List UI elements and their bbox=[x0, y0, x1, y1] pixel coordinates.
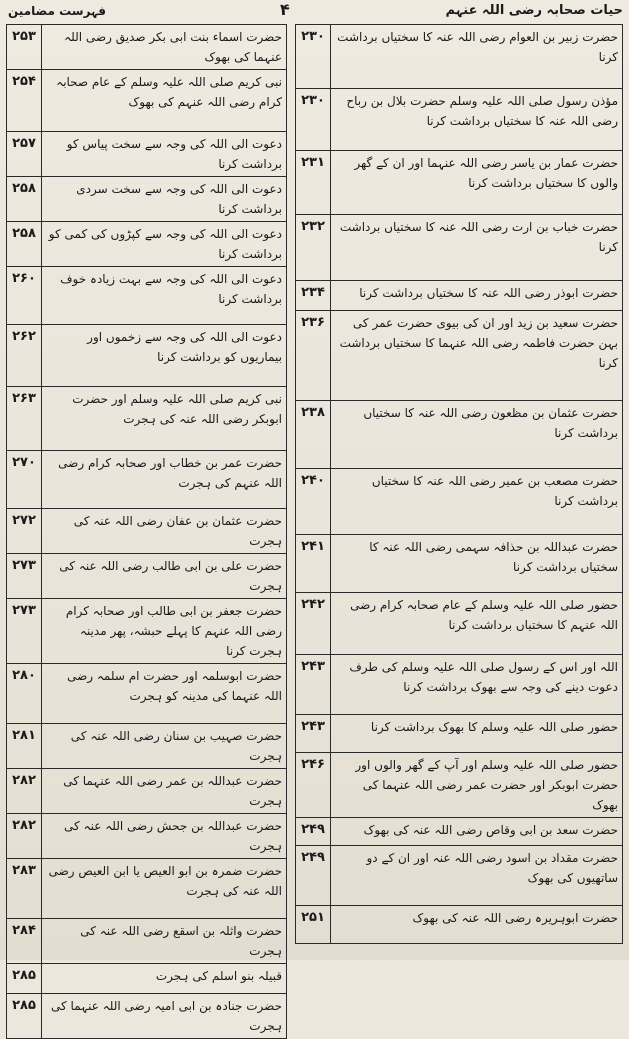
toc-entry-title: حضرت زبیر بن العوام رضی اللہ عنہ کا سختیاں برداشت کرنا bbox=[331, 25, 623, 89]
toc-entry-page: ۲۸۰ bbox=[7, 664, 42, 724]
toc-entry-page: ۲۴۹ bbox=[296, 846, 331, 906]
toc-entry-page: ۲۴۳ bbox=[296, 715, 331, 753]
toc-entry-page: ۲۸۵ bbox=[7, 994, 42, 1039]
toc-entry bbox=[7, 769, 287, 814]
toc-entry bbox=[7, 387, 287, 451]
toc-entry-page: ۲۷۳ bbox=[7, 554, 42, 599]
toc-entry-title: حضرت جنادہ بن ابی امیہ رضی اللہ عنہما کی ہجرت bbox=[42, 994, 287, 1039]
toc-entry-title: حضرت ابوسلمہ اور حضرت ام سلمہ رضی اللہ عنہما کی مدینہ کو ہجرت bbox=[42, 664, 287, 724]
toc-entry bbox=[7, 964, 287, 994]
toc-entry bbox=[7, 724, 287, 769]
toc-entry-title: اللہ اور اس کے رسول صلی اللہ علیہ وسلم کی طرف دعوت دینے کی وجہ سے بھوک برداشت کرنا bbox=[331, 655, 623, 715]
toc-entry-page: ۲۵۱ bbox=[296, 906, 331, 944]
toc-entry bbox=[7, 451, 287, 509]
toc-entry-title: حضور صلی اللہ علیہ وسلم اور آپ کے گھر والوں اور حضرت ابوبکر اور حضرت عمر رضی اللہ عنہما کی بھوک bbox=[331, 753, 623, 818]
toc-entry-title: حضرت جعفر بن ابی طالب اور صحابہ کرام رضی اللہ عنہم کا پہلے حبشہ، پھر مدینہ ہجرت کرنا bbox=[42, 599, 287, 664]
toc-entry-title: حضرت عبداللہ بن عمر رضی اللہ عنہما کی ہجرت bbox=[42, 769, 287, 814]
toc-entry-page: ۲۷۳ bbox=[7, 599, 42, 664]
toc-entry-page: ۲۸۱ bbox=[7, 724, 42, 769]
toc-entry bbox=[7, 814, 287, 859]
toc-entry bbox=[296, 535, 623, 593]
toc-entry-title: دعوت الی اللہ کی وجہ سے سخت سردی برداشت کرنا bbox=[42, 177, 287, 222]
toc-entry bbox=[7, 859, 287, 919]
toc-entry bbox=[296, 818, 623, 846]
toc-entry-page: ۲۸۴ bbox=[7, 919, 42, 964]
toc-entry bbox=[7, 554, 287, 599]
toc-entry-title: حضور صلی اللہ علیہ وسلم کا بھوک برداشت کرنا bbox=[331, 715, 623, 753]
toc-entry-title: دعوت الی اللہ کی وجہ سے زخموں اور بیماریوں کو برداشت کرنا bbox=[42, 325, 287, 387]
toc-entry bbox=[296, 593, 623, 655]
toc-entry bbox=[7, 664, 287, 724]
toc-entry bbox=[296, 281, 623, 311]
toc-entry-page: ۲۴۰ bbox=[296, 469, 331, 535]
toc-entry bbox=[296, 469, 623, 535]
toc-entry-page: ۲۳۰ bbox=[296, 89, 331, 151]
toc-entry-page: ۲۸۲ bbox=[7, 769, 42, 814]
toc-entry-page: ۲۴۹ bbox=[296, 818, 331, 846]
toc-entry-page: ۲۶۲ bbox=[7, 325, 42, 387]
toc-entry-page: ۲۸۳ bbox=[7, 859, 42, 919]
toc-entry-title: حضرت اسماء بنت ابی بکر صدیق رضی اللہ عنہما کی بھوک bbox=[42, 25, 287, 70]
toc-entry-page: ۲۷۰ bbox=[7, 451, 42, 509]
running-title: حیات صحابہ رضی اللہ عنہم bbox=[445, 3, 623, 18]
toc-entry bbox=[7, 222, 287, 267]
toc-entry bbox=[7, 919, 287, 964]
toc-entry-page: ۲۴۱ bbox=[296, 535, 331, 593]
toc-entry-title: قبیلہ بنو اسلم کی ہجرت bbox=[42, 964, 287, 994]
toc-entry bbox=[296, 715, 623, 753]
toc-entry-title: دعوت الی اللہ کی وجہ سے سخت پیاس کو برداشت کرنا bbox=[42, 132, 287, 177]
toc-entry bbox=[7, 177, 287, 222]
toc-entry bbox=[7, 509, 287, 554]
toc-entry-page: ۲۴۳ bbox=[296, 655, 331, 715]
toc-entry bbox=[296, 215, 623, 281]
toc-entry bbox=[7, 132, 287, 177]
toc-entry-title: دعوت الی اللہ کی وجہ سے کپڑوں کی کمی کو برداشت کرنا bbox=[42, 222, 287, 267]
toc-entry-title: حضرت علی بن ابی طالب رضی اللہ عنہ کی ہجرت bbox=[42, 554, 287, 599]
toc-entry-title: حضرت خباب بن ارت رضی اللہ عنہ کا سختیاں برداشت کرنا bbox=[331, 215, 623, 281]
page-header bbox=[0, 0, 629, 24]
toc-entry-page: ۲۸۵ bbox=[7, 964, 42, 994]
toc-entry-page: ۲۳۰ bbox=[296, 25, 331, 89]
toc-entry bbox=[296, 25, 623, 89]
toc-left-column bbox=[6, 24, 287, 1039]
toc-entry-title: حضرت مقداد بن اسود رضی اللہ عنہ اور ان کے دو ساتھیوں کی بھوک bbox=[331, 846, 623, 906]
toc-entry-page: ۲۳۱ bbox=[296, 151, 331, 215]
toc-entry-page: ۲۷۲ bbox=[7, 509, 42, 554]
toc-entry-page: ۲۵۸ bbox=[7, 222, 42, 267]
toc-entry-title: حضرت عثمان بن مظعون رضی اللہ عنہ کا سختیاں برداشت کرنا bbox=[331, 401, 623, 469]
toc-entry-page: ۲۵۴ bbox=[7, 70, 42, 132]
toc-entry-title: دعوت الی اللہ کی وجہ سے بہت زیادہ خوف برداشت کرنا bbox=[42, 267, 287, 325]
toc-entry-page: ۲۴۶ bbox=[296, 753, 331, 818]
toc-entry-page: ۲۶۳ bbox=[7, 387, 42, 451]
page-number: ۴ bbox=[280, 0, 290, 19]
toc-entry-title: حضرت واثلہ بن اسقع رضی اللہ عنہ کی ہجرت bbox=[42, 919, 287, 964]
toc-entry-title: حضور صلی اللہ علیہ وسلم کے عام صحابہ کرام رضی اللہ عنہم کا سختیاں برداشت کرنا bbox=[331, 593, 623, 655]
toc-entry-title: مؤذن رسول صلی اللہ علیہ وسلم حضرت بلال بن رباح رضی اللہ عنہ کا سختیاں برداشت کرنا bbox=[331, 89, 623, 151]
toc-entry-title: حضرت صہیب بن سنان رضی اللہ عنہ کی ہجرت bbox=[42, 724, 287, 769]
toc-entry bbox=[7, 325, 287, 387]
toc-entry bbox=[296, 401, 623, 469]
toc-entry-page: ۲۳۲ bbox=[296, 215, 331, 281]
toc-entry-title: حضرت عثمان بن عفان رضی اللہ عنہ کی ہجرت bbox=[42, 509, 287, 554]
toc-entry bbox=[296, 906, 623, 944]
toc-entry-page: ۲۶۰ bbox=[7, 267, 42, 325]
toc-entry-title: حضرت عمر بن خطاب اور صحابہ کرام رضی اللہ عنہم کی ہجرت bbox=[42, 451, 287, 509]
toc-entry bbox=[296, 846, 623, 906]
toc-entry-title: حضرت سعید بن زید اور ان کی بیوی حضرت عمر کی بہن حضرت فاطمہ رضی اللہ عنہما کا سختیاں برداشت کرنا bbox=[331, 311, 623, 401]
toc-entry bbox=[7, 599, 287, 664]
toc-entry-page: ۲۵۸ bbox=[7, 177, 42, 222]
toc-entry-page: ۲۵۷ bbox=[7, 132, 42, 177]
toc-entry-title: حضرت ابوذر رضی اللہ عنہ کا سختیاں برداشت کرنا bbox=[331, 281, 623, 311]
toc-entry-title: نبی کریم صلی اللہ علیہ وسلم اور حضرت ابوبکر رضی اللہ عنہ کی ہجرت bbox=[42, 387, 287, 451]
toc-entry-page: ۲۸۲ bbox=[7, 814, 42, 859]
toc-entry-page: ۲۳۶ bbox=[296, 311, 331, 401]
toc-entry-page: ۲۵۳ bbox=[7, 25, 42, 70]
toc-entry-title: حضرت عمار بن یاسر رضی اللہ عنہما اور ان کے گھر والوں کا سختیاں برداشت کرنا bbox=[331, 151, 623, 215]
toc-entry-page: ۲۳۸ bbox=[296, 401, 331, 469]
toc-entry-title: حضرت ابوہریرہ رضی اللہ عنہ کی بھوک bbox=[331, 906, 623, 944]
toc-entry bbox=[7, 25, 287, 70]
toc-entry-title: حضرت ضمرہ بن ابو العیص یا ابن العیص رضی اللہ عنہ کی ہجرت bbox=[42, 859, 287, 919]
toc-entry-title: حضرت عبداللہ بن حذافہ سہمی رضی اللہ عنہ کا سختیاں برداشت کرنا bbox=[331, 535, 623, 593]
toc-entry bbox=[7, 267, 287, 325]
toc-entry bbox=[7, 994, 287, 1039]
toc-entry-title: نبی کریم صلی اللہ علیہ وسلم کے عام صحابہ کرام رضی اللہ عنہم کی بھوک bbox=[42, 70, 287, 132]
toc-entry bbox=[296, 753, 623, 818]
toc-entry-title: حضرت سعد بن ابی وقاص رضی اللہ عنہ کی بھوک bbox=[331, 818, 623, 846]
toc-entry-page: ۲۴۲ bbox=[296, 593, 331, 655]
toc-entry bbox=[7, 70, 287, 132]
toc-entry bbox=[296, 311, 623, 401]
toc-entry-page: ۲۳۴ bbox=[296, 281, 331, 311]
toc-entry bbox=[296, 151, 623, 215]
toc-entry bbox=[296, 89, 623, 151]
toc-entry-title: حضرت مصعب بن عمیر رضی اللہ عنہ کا سختیاں برداشت کرنا bbox=[331, 469, 623, 535]
toc-entry-title: حضرت عبداللہ بن جحش رضی اللہ عنہ کی ہجرت bbox=[42, 814, 287, 859]
section-title: فہرست مضامین bbox=[8, 4, 106, 18]
toc-entry bbox=[296, 655, 623, 715]
toc-right-column bbox=[295, 24, 623, 944]
